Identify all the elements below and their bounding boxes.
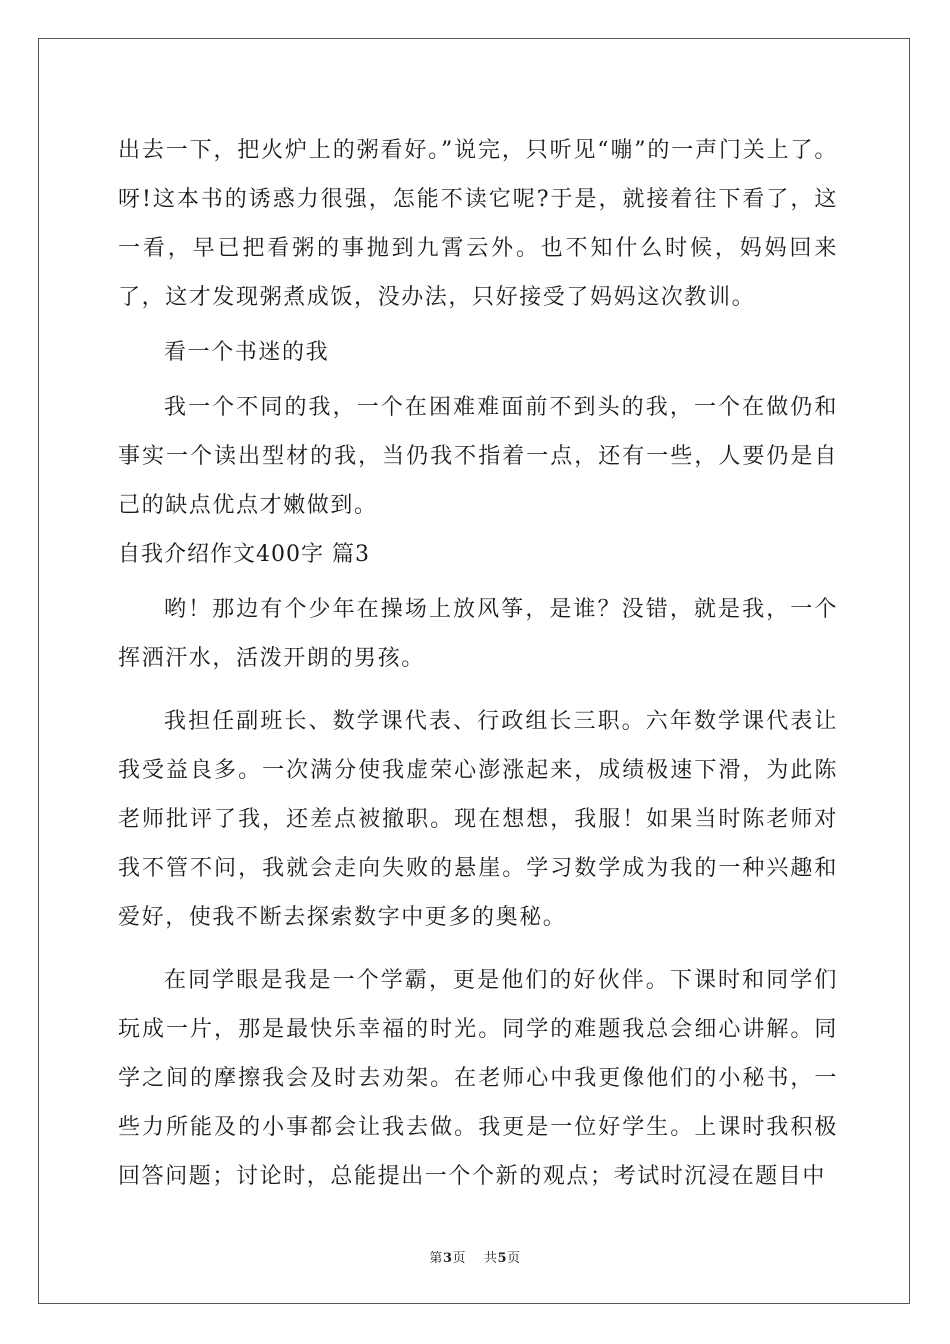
page-number-current: 3: [442, 1251, 453, 1266]
paragraph-intro: 哟！那边有个少年在操场上放风筝，是谁？没错，就是我，一个挥洒汗水，活泼开朗的男孩。: [118, 597, 838, 671]
paragraph-continuation: 出去一下，把火炉上的粥看好。”说完，只听见“嘣”的一声门关上了。呀!这本书的诱惑力很强，怎能不读它呢?于是，就接着往下看了，这一看，早已把看粥的事抛到九霄云外。也不知什么时候，妈妈回来了，这才发现粥煮成饭，没办法，只好接受了妈妈这次教训。: [118, 138, 838, 310]
document-body: [118, 126, 838, 1201]
paragraph-self-description: 我一个不同的我，一个在困难难面前不到头的我，一个在做仍和事实一个读出型材的我，当仍我不指着一点，还有一些，人要仍是自己的缺点优点才嫩做到。: [118, 395, 838, 518]
section-heading: 自我介绍作文400字 篇3: [118, 542, 370, 567]
page-number-suffix: 页: [452, 1251, 466, 1266]
page-footer: [0, 1247, 950, 1266]
page-total-count: 5: [497, 1251, 508, 1266]
paragraph-subtitle: 看一个书迷的我: [164, 340, 330, 365]
page-number-prefix: 第: [429, 1251, 443, 1266]
paragraph-classmates: 在同学眼是我是一个学霸，更是他们的好伙伴。下课时和同学们玩成一片，那是最快乐幸福的时光。同学的难题我总会细心讲解。同学之间的摩擦我会及时去劝架。在老师心中我更像他们的小秘书，一些力所能及的小事都会让我去做。我更是一位好学生。上课时我积极回答问题；讨论时，总能提出一个个新的观点；考试时沉浸在题目中: [118, 968, 838, 1189]
paragraph-roles: 我担任副班长、数学课代表、行政组长三职。六年数学课代表让我受益良多。一次满分使我虚荣心澎涨起来，成绩极速下滑，为此陈老师批评了我，还差点被撤职。现在想想，我服！如果当时陈老师对我不管不问，我就会走向失败的悬崖。学习数学成为我的一种兴趣和爱好，使我不断去探索数字中更多的奥秘。: [118, 709, 838, 930]
page-total-prefix: 共: [484, 1251, 498, 1266]
page-total-suffix: 页: [507, 1251, 521, 1266]
